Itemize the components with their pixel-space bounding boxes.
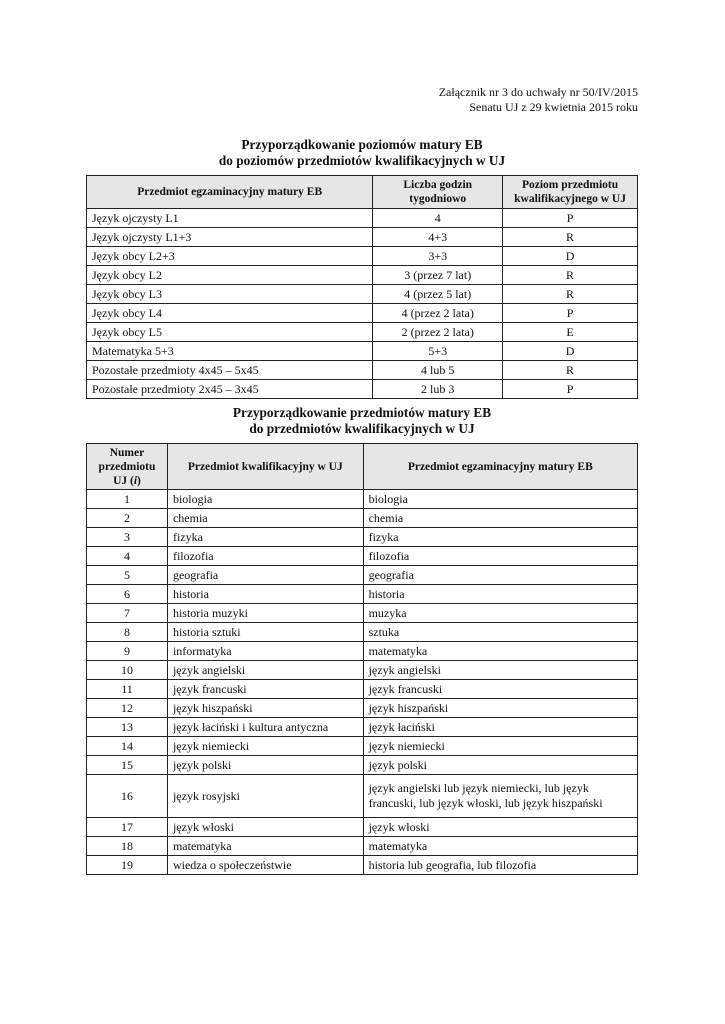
cell-eb-subject: Język obcy L3	[87, 285, 373, 304]
header-uj-level-line-2: kwalifikacyjnego w UJ	[514, 193, 626, 205]
levels-table-row	[87, 342, 638, 361]
cell-eb-subject: Matematyka 5+3	[87, 342, 373, 361]
cell-subject-number: 13	[87, 718, 168, 737]
cell-subject-number: 14	[87, 737, 168, 756]
subjects-table-row	[87, 837, 638, 856]
cell-uj-subject: język łaciński i kultura antyczna	[167, 718, 363, 737]
cell-uj-subject: chemia	[167, 509, 363, 528]
cell-eb-exam-subject-line-2: francuski, lub język włoski, lub język hiszpański	[368, 796, 603, 810]
subjects-table-row	[87, 490, 638, 509]
header-subject-number-line-3	[92, 474, 162, 488]
subjects-table-row	[87, 756, 638, 775]
subjects-table-row	[87, 699, 638, 718]
header-weekly-hours-line-2: tygodniowo	[409, 193, 467, 205]
cell-subject-number: 7	[87, 604, 168, 623]
levels-table-body	[87, 209, 638, 399]
cell-eb-exam-subject: język włoski	[363, 818, 637, 837]
cell-eb-subject: Pozostałe przedmioty 2x45 – 3x45	[87, 380, 373, 399]
levels-table	[86, 175, 638, 399]
cell-subject-number: 3	[87, 528, 168, 547]
header-weekly-hours-line-1: Liczba godzin	[403, 179, 473, 191]
table1-title-line-1: Przyporządkowanie poziomów matury EB	[241, 137, 483, 152]
cell-eb-exam-subject: język niemiecki	[363, 737, 637, 756]
cell-uj-subject: geografia	[167, 566, 363, 585]
cell-eb-exam-subject: język francuski	[363, 680, 637, 699]
levels-table-row	[87, 228, 638, 247]
annex-note	[439, 85, 638, 115]
cell-eb-exam-subject: język angielski	[363, 661, 637, 680]
cell-uj-level: R	[503, 266, 638, 285]
cell-uj-level: R	[503, 361, 638, 380]
subjects-table-row	[87, 818, 638, 837]
subjects-table-row	[87, 528, 638, 547]
header-eb-subject: Przedmiot egzaminacyjny matury EB	[87, 176, 373, 209]
cell-subject-number: 18	[87, 837, 168, 856]
subjects-table-row	[87, 547, 638, 566]
header-uj-subject: Przedmiot kwalifikacyjny w UJ	[167, 444, 363, 490]
header-subject-number-suffix: )	[137, 474, 141, 487]
cell-eb-exam-subject	[363, 775, 637, 818]
subjects-table-row	[87, 661, 638, 680]
levels-table-row	[87, 285, 638, 304]
cell-eb-exam-subject: geografia	[363, 566, 637, 585]
subjects-table-row	[87, 775, 638, 818]
cell-uj-subject: język hiszpański	[167, 699, 363, 718]
cell-uj-level: R	[503, 285, 638, 304]
levels-table-header-row	[87, 176, 638, 209]
cell-subject-number: 4	[87, 547, 168, 566]
table2-title-line-2: do przedmiotów kwalifikacyjnych w UJ	[249, 421, 475, 436]
cell-weekly-hours: 4 (przez 2 lata)	[373, 304, 503, 323]
cell-eb-exam-subject: filozofia	[363, 547, 637, 566]
cell-eb-subject: Język ojczysty L1	[87, 209, 373, 228]
cell-uj-level: P	[503, 304, 638, 323]
cell-uj-subject: wiedza o społeczeństwie	[167, 856, 363, 875]
cell-uj-level: P	[503, 380, 638, 399]
cell-uj-subject: język angielski	[167, 661, 363, 680]
cell-weekly-hours: 4 lub 5	[373, 361, 503, 380]
cell-eb-exam-subject: muzyka	[363, 604, 637, 623]
subjects-table-row	[87, 680, 638, 699]
subjects-table-row	[87, 856, 638, 875]
cell-subject-number: 10	[87, 661, 168, 680]
cell-eb-exam-subject: chemia	[363, 509, 637, 528]
cell-uj-subject: historia sztuki	[167, 623, 363, 642]
cell-weekly-hours: 2 lub 3	[373, 380, 503, 399]
levels-table-row	[87, 209, 638, 228]
levels-table-row	[87, 323, 638, 342]
table2-title	[86, 405, 638, 437]
cell-weekly-hours: 2 (przez 2 lata)	[373, 323, 503, 342]
cell-uj-subject: historia	[167, 585, 363, 604]
table2-title-line-1: Przyporządkowanie przedmiotów matury EB	[232, 405, 492, 420]
cell-uj-level: D	[503, 247, 638, 266]
levels-table-row	[87, 304, 638, 323]
cell-uj-level: E	[503, 323, 638, 342]
header-weekly-hours	[373, 176, 503, 209]
cell-subject-number: 2	[87, 509, 168, 528]
cell-uj-subject: fizyka	[167, 528, 363, 547]
subjects-table-row	[87, 566, 638, 585]
cell-eb-subject: Pozostałe przedmioty 4x45 – 5x45	[87, 361, 373, 380]
cell-uj-subject: historia muzyki	[167, 604, 363, 623]
subjects-table-row	[87, 718, 638, 737]
cell-uj-subject: język francuski	[167, 680, 363, 699]
subjects-table-row	[87, 623, 638, 642]
cell-weekly-hours: 4 (przez 5 lat)	[373, 285, 503, 304]
subjects-table-row	[87, 509, 638, 528]
annex-line-2: Senatu UJ z 29 kwietnia 2015 roku	[469, 100, 638, 114]
cell-subject-number: 15	[87, 756, 168, 775]
cell-uj-subject: filozofia	[167, 547, 363, 566]
cell-weekly-hours: 4	[373, 209, 503, 228]
cell-uj-subject: biologia	[167, 490, 363, 509]
cell-eb-subject: Język obcy L4	[87, 304, 373, 323]
header-uj-level-line-1: Poziom przedmiotu	[521, 179, 619, 191]
cell-subject-number: 16	[87, 775, 168, 818]
cell-eb-exam-subject: historia lub geografia, lub filozofia	[363, 856, 637, 875]
cell-weekly-hours: 5+3	[373, 342, 503, 361]
header-eb-exam-subject: Przedmiot egzaminacyjny matury EB	[363, 444, 637, 490]
cell-eb-exam-subject-line-1: język angielski lub język niemiecki, lub język	[368, 781, 589, 795]
cell-subject-number: 8	[87, 623, 168, 642]
cell-uj-subject: język rosyjski	[167, 775, 363, 818]
cell-eb-exam-subject: język polski	[363, 756, 637, 775]
subjects-table-row	[87, 642, 638, 661]
cell-eb-exam-subject: matematyka	[363, 837, 637, 856]
subjects-table	[86, 443, 638, 875]
cell-eb-subject: Język obcy L5	[87, 323, 373, 342]
cell-eb-exam-subject: matematyka	[363, 642, 637, 661]
annex-line-1: Załącznik nr 3 do uchwały nr 50/IV/2015	[438, 85, 638, 99]
cell-weekly-hours: 3+3	[373, 247, 503, 266]
subjects-table-row	[87, 737, 638, 756]
header-subject-number-line-1: Numer	[109, 446, 145, 459]
cell-subject-number: 5	[87, 566, 168, 585]
cell-subject-number: 9	[87, 642, 168, 661]
cell-eb-exam-subject: język hiszpański	[363, 699, 637, 718]
cell-uj-level: R	[503, 228, 638, 247]
cell-eb-subject: Język obcy L2	[87, 266, 373, 285]
cell-subject-number: 11	[87, 680, 168, 699]
cell-eb-exam-subject: historia	[363, 585, 637, 604]
cell-weekly-hours: 4+3	[373, 228, 503, 247]
subjects-table-row	[87, 604, 638, 623]
subjects-table-header-row	[87, 444, 638, 490]
header-subject-number-italic: i	[133, 474, 138, 487]
levels-table-row	[87, 247, 638, 266]
levels-table-row	[87, 361, 638, 380]
cell-uj-subject: język polski	[167, 756, 363, 775]
cell-uj-subject: matematyka	[167, 837, 363, 856]
cell-uj-subject: język włoski	[167, 818, 363, 837]
cell-eb-exam-subject: język łaciński	[363, 718, 637, 737]
table1-title	[86, 137, 638, 169]
cell-eb-exam-subject: fizyka	[363, 528, 637, 547]
subjects-table-body	[87, 490, 638, 875]
cell-uj-subject: informatyka	[167, 642, 363, 661]
levels-table-row	[87, 380, 638, 399]
header-subject-number-line-2: przedmiotu	[98, 460, 156, 473]
cell-eb-subject: Język ojczysty L1+3	[87, 228, 373, 247]
cell-eb-exam-subject: biologia	[363, 490, 637, 509]
header-subject-number	[87, 444, 168, 490]
cell-subject-number: 1	[87, 490, 168, 509]
header-subject-number-prefix: UJ (	[113, 474, 134, 487]
cell-uj-level: P	[503, 209, 638, 228]
cell-eb-subject: Język obcy L2+3	[87, 247, 373, 266]
cell-uj-level: D	[503, 342, 638, 361]
subjects-table-row	[87, 585, 638, 604]
cell-uj-subject: język niemiecki	[167, 737, 363, 756]
table1-title-line-2: do poziomów przedmiotów kwalifikacyjnych w UJ	[218, 153, 506, 168]
header-uj-level	[503, 176, 638, 209]
cell-subject-number: 17	[87, 818, 168, 837]
cell-subject-number: 19	[87, 856, 168, 875]
cell-subject-number: 12	[87, 699, 168, 718]
cell-weekly-hours: 3 (przez 7 lat)	[373, 266, 503, 285]
cell-eb-exam-subject: sztuka	[363, 623, 637, 642]
levels-table-row	[87, 266, 638, 285]
cell-subject-number: 6	[87, 585, 168, 604]
